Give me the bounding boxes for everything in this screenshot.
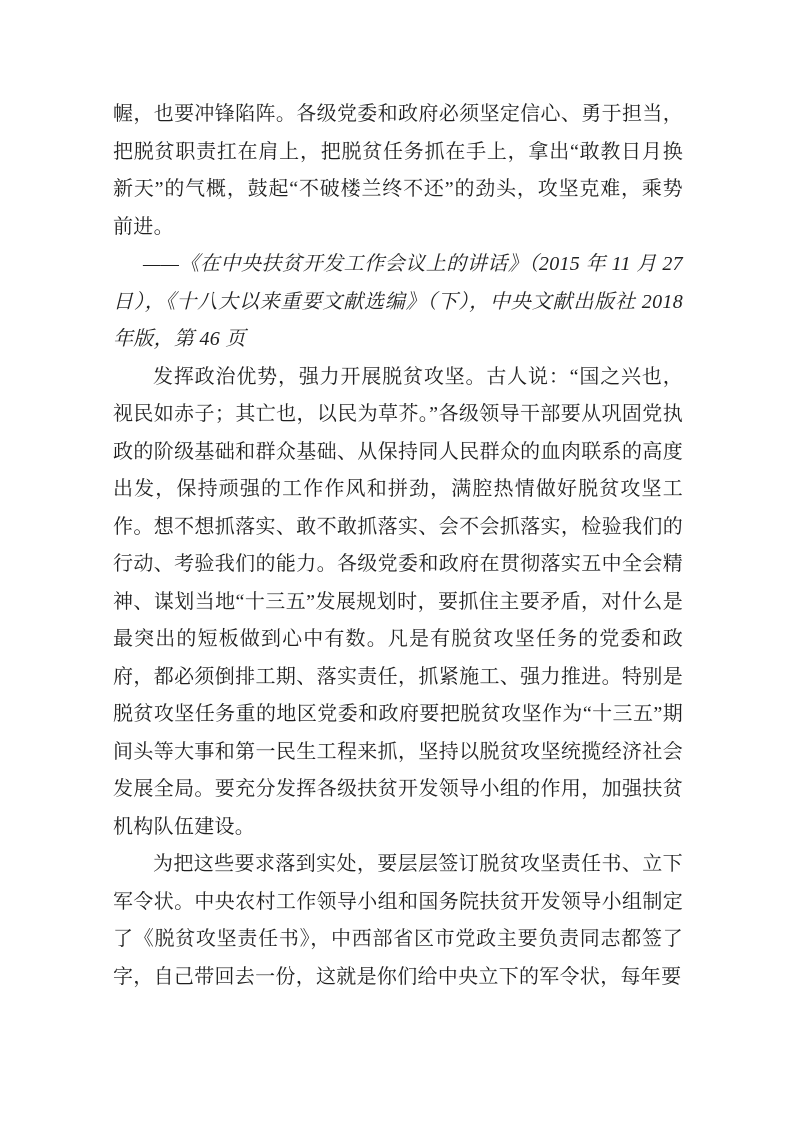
paragraph-body-political-advantage: 发挥政治优势，强力开展脱贫攻坚。古人说：“国之兴也，视民如赤子；其亡也，以民为草芥。”各级领导干部要从巩固党执政的阶级基础和群众基础、从保持同人民群众的血肉联系的高度出发，保持顽强的工作作风和拼劲，满腔热情做好脱贫攻坚工作。想不想抓落实、敢不敢抓落实、会不会抓落实，检验我们的行动、考验我们的能力。各级党委和政府在贯彻落实五中全会精神、谋划当地“十三五”发展规划时，要抓住主要矛盾，对什么是最突出的短板做到心中有数。凡是有脱贫攻坚任务的党委和政府，都必须倒排工期、落实责任，抓紧施工、强力推进。特别是脱贫攻坚任务重的地区党委和政府要把脱贫攻坚作为“十三五”期间头等大事和第一民生工程来抓，坚持以脱贫攻坚统揽经济社会发展全局。要充分发挥各级扶贫开发领导小组的作用，加强扶贫机构队伍建设。 bbox=[113, 365, 683, 838]
paragraph-body-continuation: 幄，也要冲锋陷阵。各级党委和政府必须坚定信心、勇于担当，把脱贫职责扛在肩上，把脱贫任务抓在手上，拿出“敢教日月换新天”的气概，鼓起“不破楼兰终不还”的劲头，攻坚克难，乘势前进。 bbox=[113, 103, 683, 238]
paragraph-citation-source: ——《在中央扶贫开发工作会议上的讲话》（2015 年 11 月 27 日），《十八大以来重要文献选编》（下），中央文献出版社 2018 年版，第 46 页 bbox=[113, 253, 683, 350]
text-block bbox=[113, 96, 683, 996]
paragraph-body-responsibility-pledge: 为把这些要求落到实处，要层层签订脱贫攻坚责任书、立下军令状。中央农村工作领导小组和国务院扶贫开发领导小组制定了《脱贫攻坚责任书》，中西部省区市党政主要负责同志都签了字，自己带回去一份，这就是你们给中央立下的军令状，每年要 bbox=[113, 853, 683, 988]
